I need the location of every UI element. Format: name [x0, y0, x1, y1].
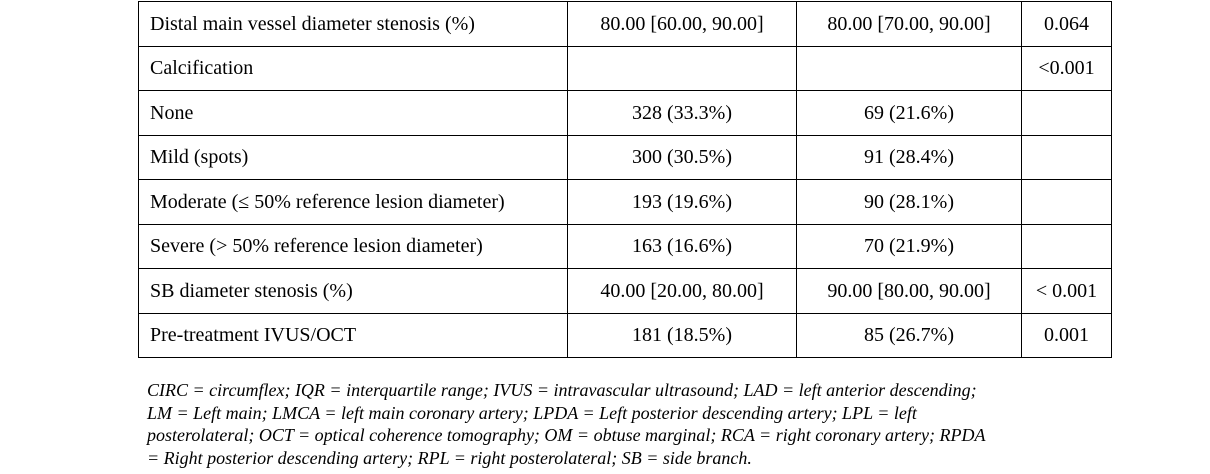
- group1-value: 193 (19.6%): [568, 180, 797, 225]
- row-label: Severe (> 50% reference lesion diameter): [139, 224, 568, 269]
- p-value: [1022, 135, 1112, 180]
- table-row: [139, 135, 1112, 180]
- footnote-line: CIRC = circumflex; IQR = interquartile range; IVUS = intravascular ultrasound; LAD = left anterior descending;: [147, 380, 977, 400]
- group2-value: 69 (21.6%): [797, 91, 1022, 136]
- group2-value: 70 (21.9%): [797, 224, 1022, 269]
- group1-value: 163 (16.6%): [568, 224, 797, 269]
- p-value: [1022, 224, 1112, 269]
- group1-value: 181 (18.5%): [568, 313, 797, 358]
- table-row: [139, 313, 1112, 358]
- row-label: Calcification: [139, 46, 568, 91]
- p-value: <0.001: [1022, 46, 1112, 91]
- group2-value: 90 (28.1%): [797, 180, 1022, 225]
- table-row: [139, 224, 1112, 269]
- abbreviations-footnote: [147, 379, 1107, 469]
- group1-value: 80.00 [60.00, 90.00]: [568, 2, 797, 47]
- row-label: Distal main vessel diameter stenosis (%): [139, 2, 568, 47]
- group2-value: 91 (28.4%): [797, 135, 1022, 180]
- p-value: [1022, 180, 1112, 225]
- group1-value: 328 (33.3%): [568, 91, 797, 136]
- row-label: Mild (spots): [139, 135, 568, 180]
- footnote-line: = Right posterior descending artery; RPL = right posterolateral; SB = side branch.: [147, 447, 752, 468]
- table-row: [139, 91, 1112, 136]
- group1-value: 300 (30.5%): [568, 135, 797, 180]
- p-value: < 0.001: [1022, 269, 1112, 314]
- table-row: [139, 2, 1112, 47]
- group2-value: 80.00 [70.00, 90.00]: [797, 2, 1022, 47]
- p-value: 0.001: [1022, 313, 1112, 358]
- data-table: [138, 1, 1112, 358]
- group1-value: 40.00 [20.00, 80.00]: [568, 269, 797, 314]
- table-row: [139, 269, 1112, 314]
- row-label: None: [139, 91, 568, 136]
- row-label: SB diameter stenosis (%): [139, 269, 568, 314]
- group2-value: 90.00 [80.00, 90.00]: [797, 269, 1022, 314]
- group2-value: 85 (26.7%): [797, 313, 1022, 358]
- p-value: 0.064: [1022, 2, 1112, 47]
- table-row: [139, 46, 1112, 91]
- table-row: [139, 180, 1112, 225]
- row-label: Moderate (≤ 50% reference lesion diameter): [139, 180, 568, 225]
- p-value: [1022, 91, 1112, 136]
- footnote-line: LM = Left main; LMCA = left main coronary artery; LPDA = Left posterior descending artery; LPL = left: [147, 402, 917, 423]
- row-label: Pre-treatment IVUS/OCT: [139, 313, 568, 358]
- group1-value: [568, 46, 797, 91]
- footnote-line: posterolateral; OCT = optical coherence tomography; OM = obtuse marginal; RCA = right coronary artery; RPDA: [147, 425, 986, 446]
- group2-value: [797, 46, 1022, 91]
